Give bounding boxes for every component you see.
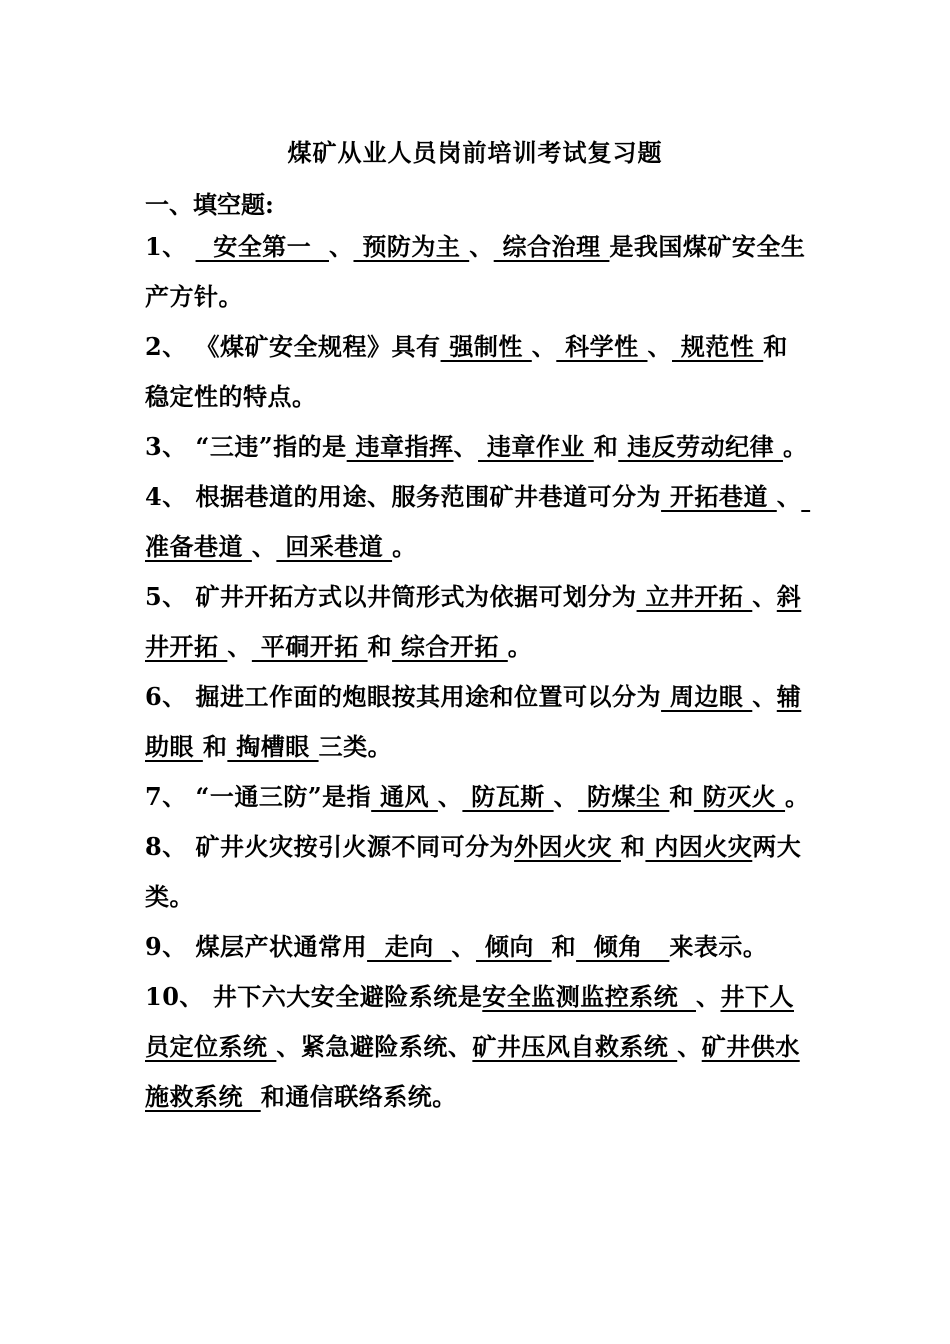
page-title: 煤矿从业人员岗前培训考试复习题 bbox=[287, 138, 663, 167]
question-item bbox=[145, 972, 810, 1122]
answer-blank: 开拓巷道 bbox=[661, 482, 777, 511]
question-item bbox=[145, 322, 810, 422]
question-text: 、 bbox=[453, 432, 479, 461]
answer-blank: 综合治理 bbox=[493, 232, 610, 261]
question-text: “三违”指的是 bbox=[186, 432, 347, 461]
answer-blank: 斜井开拓 bbox=[145, 582, 802, 661]
answer-blank: 矿井供水施救系统 bbox=[145, 1032, 800, 1111]
question-list bbox=[145, 222, 810, 1122]
question-text: 和 bbox=[367, 632, 393, 661]
question-item bbox=[145, 922, 810, 972]
answer-blank: 防瓦斯 bbox=[462, 782, 554, 811]
answer-blank: 防灭火 bbox=[693, 782, 786, 811]
question-text: 、 bbox=[647, 332, 672, 361]
question-text: 。 bbox=[392, 532, 417, 561]
question-text: 、 bbox=[451, 932, 476, 961]
question-text: 三类。 bbox=[318, 732, 393, 761]
question-text: “一通三防”是指 bbox=[186, 782, 372, 811]
question-text: 掘进工作面的炮眼按其用途和位置可以分为 bbox=[186, 682, 662, 711]
question-text: 。 bbox=[507, 632, 533, 661]
question-text: 。 bbox=[782, 432, 808, 461]
question-number: 3、 bbox=[145, 432, 187, 461]
question-text: 。 bbox=[785, 782, 810, 811]
answer-blank: 掏槽眼 bbox=[227, 732, 319, 761]
answer-blank: 防煤尘 bbox=[578, 782, 670, 811]
question-text: 井下六大安全避险系统是 bbox=[203, 982, 483, 1011]
answer-blank: 辅助眼 bbox=[145, 682, 802, 761]
answer-blank: 周边眼 bbox=[661, 682, 753, 711]
answer-blank: 倾向 bbox=[475, 932, 552, 961]
question-number: 10、 bbox=[145, 982, 204, 1011]
answer-blank: 违反劳动纪律 bbox=[618, 432, 783, 461]
question-number: 6、 bbox=[145, 682, 187, 711]
question-text: 矿井火灾按引火源不同可分为 bbox=[186, 832, 515, 861]
answer-blank: 走向 bbox=[367, 932, 452, 961]
question-text: 和 bbox=[593, 432, 619, 461]
answer-blank: 准备巷道 bbox=[145, 482, 811, 561]
answer-blank: 强制性 bbox=[440, 332, 532, 361]
question-text: 和通信联络系统。 bbox=[260, 1082, 457, 1111]
answer-blank: 平硐开拓 bbox=[251, 632, 368, 661]
question-text: 两大类。 bbox=[145, 832, 802, 911]
answer-blank: 综合开拓 bbox=[392, 632, 508, 661]
answer-blank: 违章指挥 bbox=[346, 432, 454, 461]
answer-blank: 安全监测监控系统 bbox=[482, 982, 696, 1011]
question-text: 、 bbox=[437, 782, 463, 811]
question-item bbox=[145, 472, 810, 572]
question-text: 、 bbox=[553, 782, 579, 811]
question-item bbox=[145, 572, 810, 672]
answer-blank: 井下人员定位系统 bbox=[145, 982, 794, 1061]
question-number: 5、 bbox=[145, 582, 187, 611]
question-text: 、 bbox=[227, 632, 252, 661]
question-text: 、 bbox=[328, 232, 354, 261]
question-text: 矿井开拓方式以井筒形式为依据可划分为 bbox=[186, 582, 637, 611]
answer-blank: 倾角 bbox=[576, 932, 670, 961]
question-text: 《煤矿安全规程》具有 bbox=[186, 332, 441, 361]
question-number: 7、 bbox=[145, 782, 187, 811]
question-text: 、 bbox=[469, 232, 494, 261]
answer-blank: 回采巷道 bbox=[276, 532, 393, 561]
question-text: 、 bbox=[752, 582, 777, 611]
question-text: 、 bbox=[752, 682, 777, 711]
question-text: 和 bbox=[202, 732, 228, 761]
answer-blank: 违章作业 bbox=[478, 432, 594, 461]
question-text: 和 bbox=[669, 782, 694, 811]
question-text: 和 bbox=[620, 832, 646, 861]
question-item bbox=[145, 822, 810, 922]
question-text: 来表示。 bbox=[669, 932, 768, 961]
answer-blank: 立井开拓 bbox=[636, 582, 753, 611]
question-text: 、 bbox=[531, 332, 557, 361]
question-number: 4、 bbox=[145, 482, 187, 511]
question-number: 1、 bbox=[145, 232, 187, 261]
section-heading: 一、填空题: bbox=[145, 190, 274, 219]
question-item bbox=[145, 422, 810, 472]
answer-blank: 预防为主 bbox=[353, 232, 470, 261]
answer-blank: 科学性 bbox=[556, 332, 648, 361]
answer-blank: 内因火灾 bbox=[645, 832, 753, 861]
question-number: 2、 bbox=[145, 332, 187, 361]
answer-blank: 规范性 bbox=[672, 332, 764, 361]
question-item bbox=[145, 222, 810, 322]
question-text: 、 bbox=[776, 482, 802, 511]
answer-blank: 矿井压风自救系统 bbox=[472, 1032, 678, 1061]
question-text: 是我国煤矿安全生产方针。 bbox=[145, 232, 806, 311]
question-item bbox=[145, 672, 810, 772]
question-number: 9、 bbox=[145, 932, 187, 961]
question-text: 煤层产状通常用 bbox=[186, 932, 368, 961]
question-text: 、 bbox=[695, 982, 721, 1011]
answer-blank: 安全第一 bbox=[195, 232, 329, 261]
answer-blank: 外因火灾 bbox=[514, 832, 621, 861]
question-text: 、 bbox=[251, 532, 277, 561]
question-text: 、紧急避险系统、 bbox=[276, 1032, 473, 1061]
question-number: 8、 bbox=[145, 832, 187, 861]
answer-blank: 通风 bbox=[371, 782, 438, 811]
question-text: 根据巷道的用途、服务范围矿井巷道可分为 bbox=[186, 482, 662, 511]
question-text: 和稳定性的特点。 bbox=[145, 332, 788, 411]
question-text: 、 bbox=[677, 1032, 702, 1061]
question-item bbox=[145, 772, 810, 822]
question-text: 和 bbox=[551, 932, 577, 961]
question-text bbox=[187, 232, 196, 261]
